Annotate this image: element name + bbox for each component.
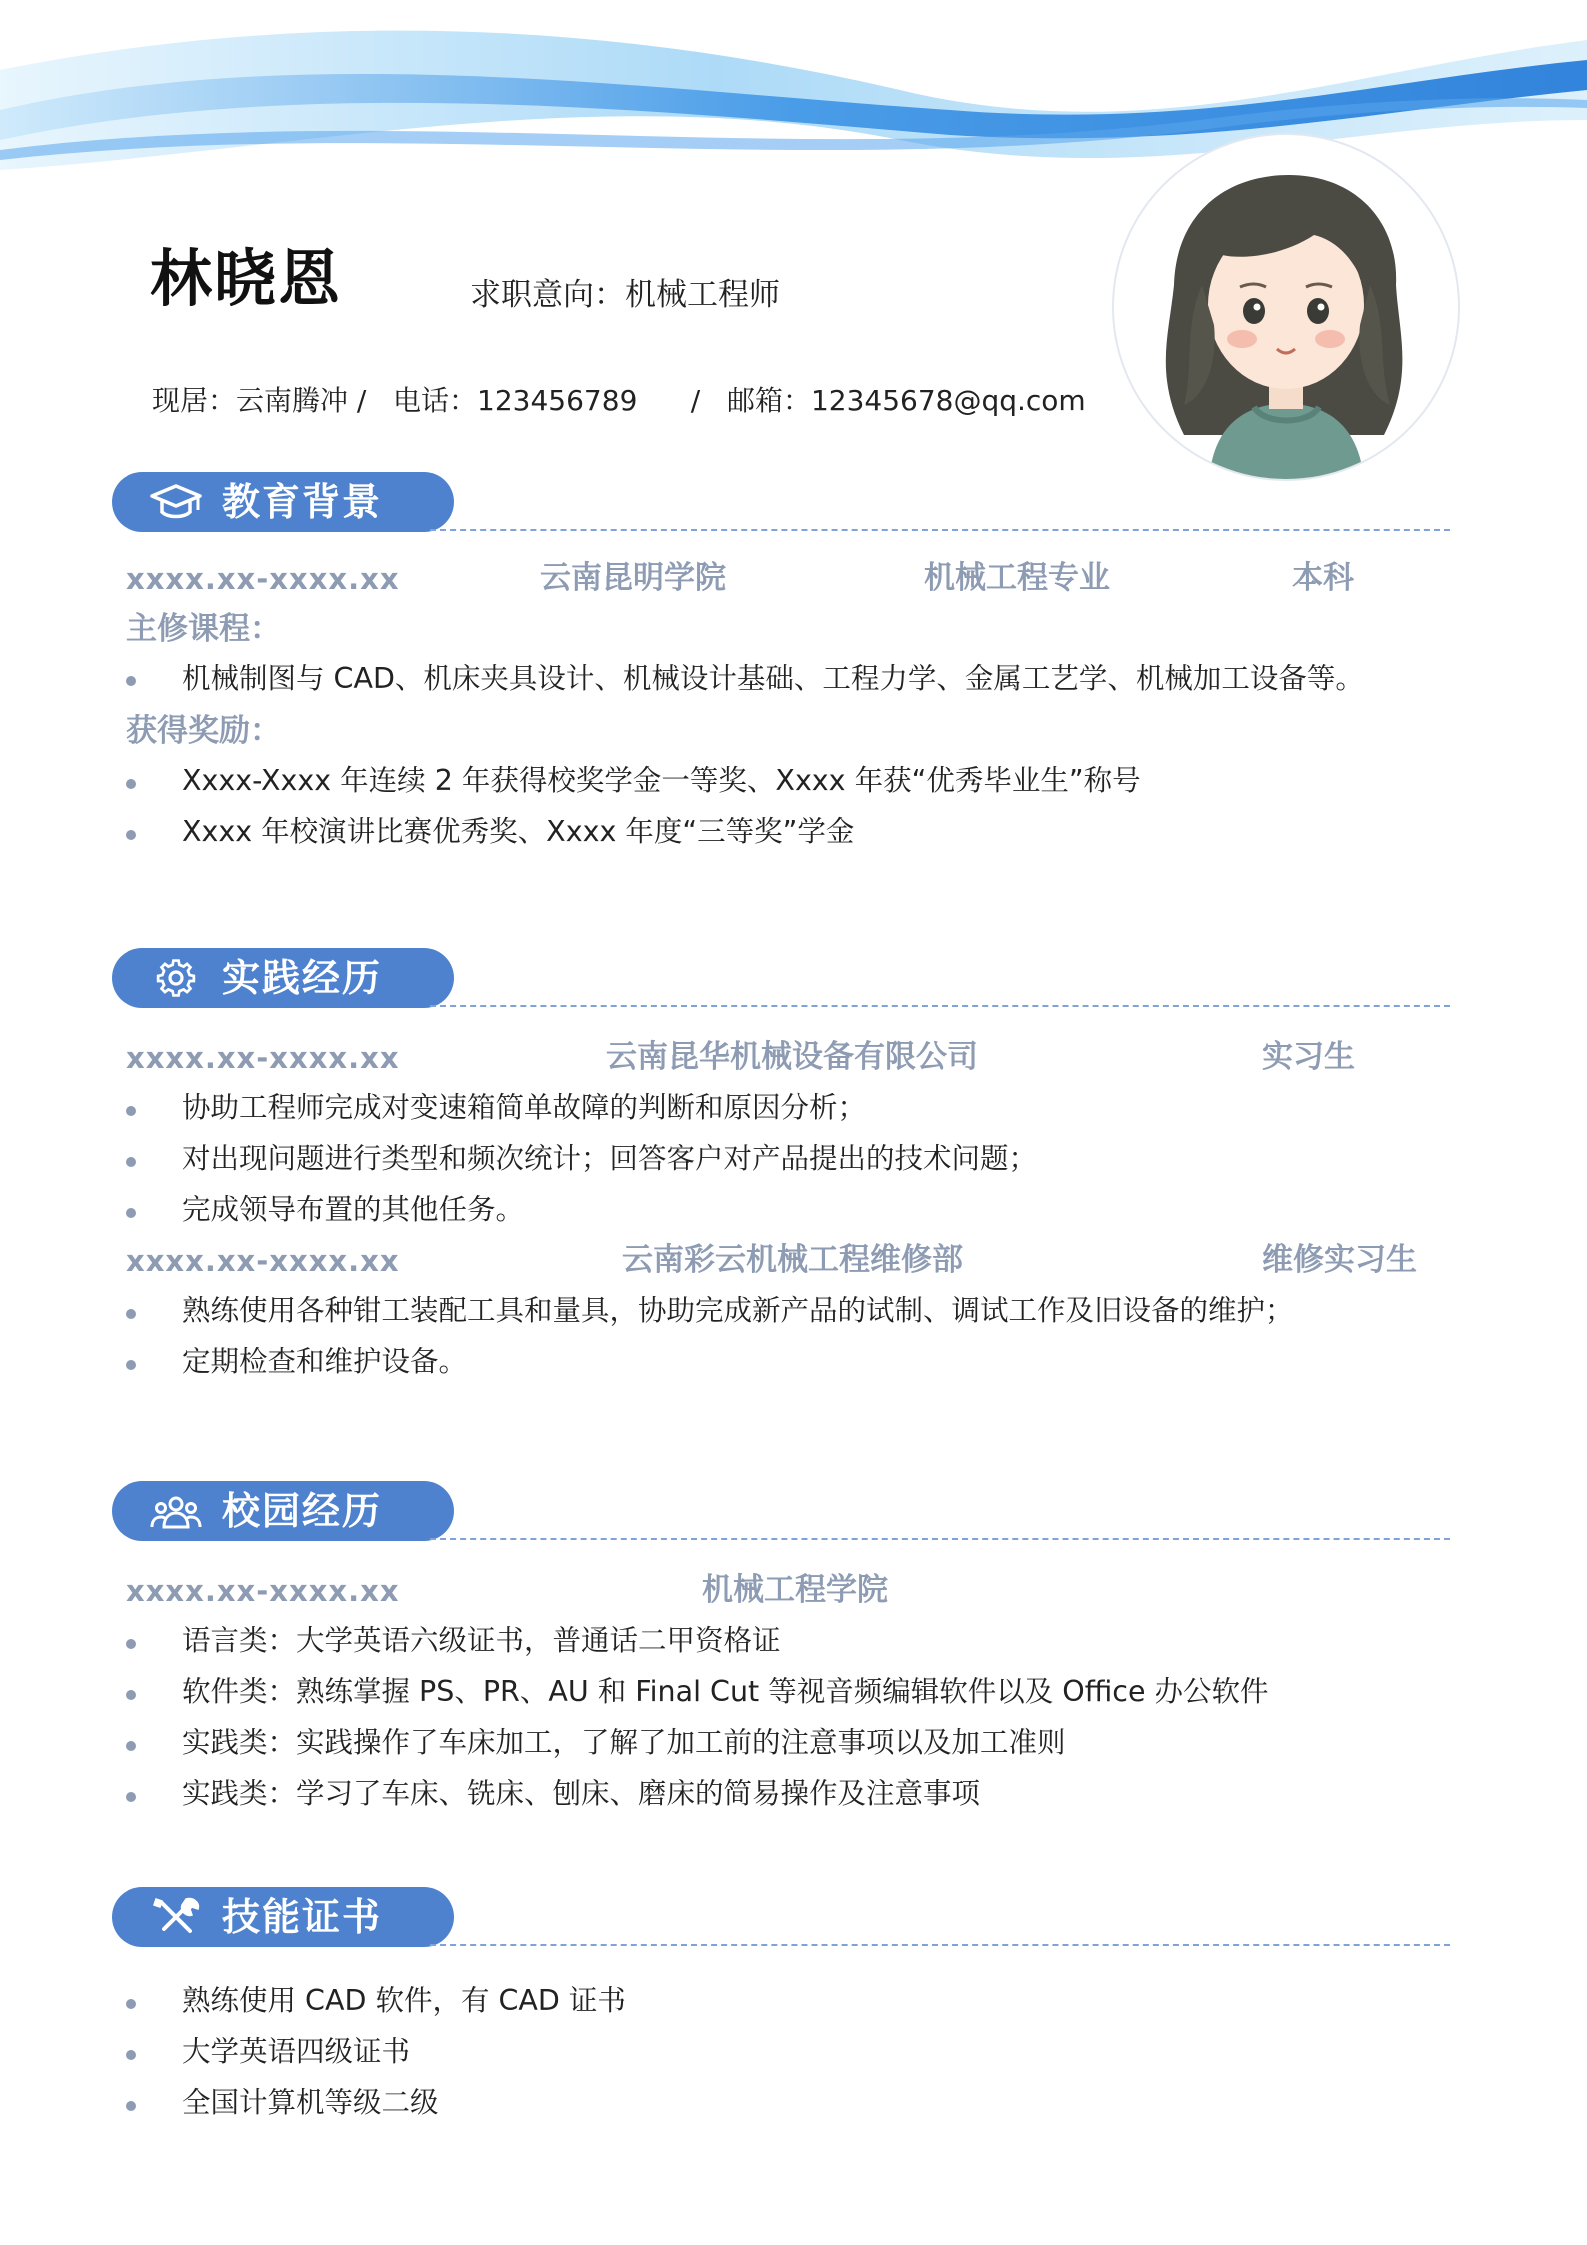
section-title-campus: 校园经历	[222, 1489, 383, 1533]
bullet	[126, 1106, 136, 1116]
bullet	[126, 1792, 136, 1802]
edu-date: xxxx.xx-xxxx.xx	[126, 562, 400, 596]
edu-course-item: 机械制图与 CAD、机床夹具设计、机械设计基础、工程力学、金属工艺学、机械加工设备等。	[182, 662, 1364, 695]
bullet	[126, 1208, 136, 1218]
bullet	[126, 1741, 136, 1751]
edu-award-item: Xxxx-Xxxx 年连续 2 年获得校奖学金一等奖、Xxxx 年获“优秀毕业生”称号	[182, 764, 1141, 797]
campus-date: xxxx.xx-xxxx.xx	[126, 1574, 400, 1608]
group-icon	[150, 1491, 202, 1531]
bullet	[126, 2101, 136, 2111]
bullet	[126, 1360, 136, 1370]
edu-degree: 本科	[1292, 560, 1354, 596]
avatar	[1112, 133, 1460, 481]
contact-email: 邮箱：12345678@qq.com	[726, 384, 1086, 417]
bullet	[126, 1999, 136, 2009]
skill-item: 熟练使用 CAD 软件，有 CAD 证书	[182, 1984, 626, 2017]
job-item: 熟练使用各种钳工装配工具和量具，协助完成新产品的试制、调试工作及旧设备的维护；	[182, 1294, 1294, 1327]
section-header-skills	[112, 1887, 454, 1947]
section-divider-practice	[430, 1005, 1450, 1007]
bullet	[126, 1639, 136, 1649]
section-divider-skills	[430, 1944, 1450, 1946]
bullet	[126, 1157, 136, 1167]
bullet	[126, 2050, 136, 2060]
edu-award-item: Xxxx 年校演讲比赛优秀奖、Xxxx 年度“三等奖”学金	[182, 815, 855, 848]
campus-item: 实践类：学习了车床、铣床、刨床、磨床的简易操作及注意事项	[182, 1777, 981, 1810]
section-header-practice	[112, 948, 454, 1008]
campus-item: 实践类：实践操作了车床加工，了解了加工前的注意事项以及加工准则	[182, 1726, 1066, 1759]
job-date: xxxx.xx-xxxx.xx	[126, 1244, 400, 1278]
skill-item: 全国计算机等级二级	[182, 2086, 439, 2119]
campus-item: 软件类：熟练掌握 PS、PR、AU 和 Final Cut 等视音频编辑软件以及 Office 办公软件	[182, 1675, 1269, 1708]
tools-icon	[150, 1897, 202, 1937]
job-role: 实习生	[1262, 1039, 1355, 1075]
job-intent: 求职意向：机械工程师	[470, 277, 780, 313]
job-date: xxxx.xx-xxxx.xx	[126, 1041, 400, 1075]
candidate-name: 林晓恩	[150, 242, 343, 315]
section-header-campus	[112, 1481, 454, 1541]
edu-awards-label: 获得奖励：	[126, 713, 281, 749]
bullet	[126, 1309, 136, 1319]
contact-residence: 现居：云南腾冲 /	[152, 384, 367, 417]
section-title-practice: 实践经历	[222, 956, 383, 1000]
edu-major: 机械工程专业	[924, 560, 1110, 596]
job-item: 完成领导布置的其他任务。	[182, 1193, 525, 1226]
job-role: 维修实习生	[1262, 1242, 1417, 1278]
job-item: 对出现问题进行类型和频次统计；回答客户对产品提出的技术问题；	[182, 1142, 1038, 1175]
section-title-skills: 技能证书	[222, 1895, 383, 1939]
campus-item: 语言类：大学英语六级证书，普通话二甲资格证	[182, 1624, 781, 1657]
job-company: 云南昆华机械设备有限公司	[606, 1039, 978, 1075]
section-header-education	[112, 472, 454, 532]
skill-item: 大学英语四级证书	[182, 2035, 411, 2068]
section-title-education: 教育背景	[222, 480, 383, 524]
contact-separator: /	[690, 384, 701, 417]
section-divider-campus	[430, 1538, 1450, 1540]
bullet	[126, 830, 136, 840]
contact-phone: 电话：123456789	[393, 384, 638, 417]
section-divider-education	[430, 529, 1450, 531]
bullet	[126, 1690, 136, 1700]
job-item: 协助工程师完成对变速箱简单故障的判断和原因分析；	[182, 1091, 867, 1124]
campus-org: 机械工程学院	[702, 1572, 888, 1608]
gear-icon	[150, 958, 202, 998]
edu-school: 云南昆明学院	[540, 560, 726, 596]
bullet	[126, 779, 136, 789]
job-item: 定期检查和维护设备。	[182, 1345, 468, 1378]
edu-courses-label: 主修课程：	[126, 611, 281, 647]
contact-line	[152, 384, 1086, 417]
graduation-cap-icon	[150, 482, 202, 522]
job-company: 云南彩云机械工程维修部	[622, 1242, 963, 1278]
bullet	[126, 676, 136, 686]
